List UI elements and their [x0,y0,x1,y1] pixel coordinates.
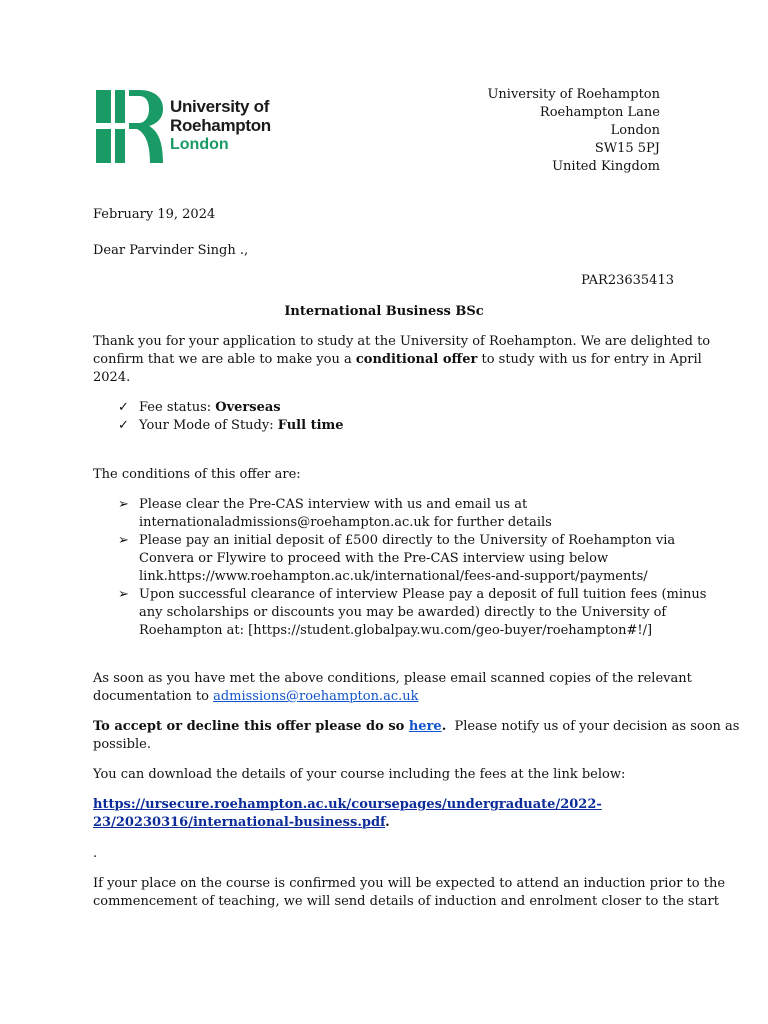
accept-paragraph [93,718,740,754]
met-conditions-line [93,688,678,706]
course-link-suffix: . [385,815,390,830]
course-link-block [93,796,678,832]
letter-date: February 19, 2024 [93,207,216,222]
salutation: Dear Parvinder Singh ., [93,243,249,258]
arrow-bullet-icon: ➢ [118,587,129,602]
course-pdf-link[interactable]: https://ursecure.roehampton.ac.uk/coursepages/undergraduate/2022- [93,797,602,812]
induction-paragraph [93,875,726,911]
checkmark-icon: ✓ [118,400,129,415]
induction-line: If your place on the course is confirmed you will be expected to attend an induction prior to the [93,876,726,891]
course-link-line-1 [93,796,678,814]
accept-line [93,718,740,736]
conditions-heading: The conditions of this offer are: [93,467,301,482]
condition-line: any scholarships or discounts you may be awarded) directly to the University of [139,605,667,620]
course-title: International Business BSc [284,304,484,319]
check-item-value: Overseas [215,400,281,415]
intro-text: confirm that we are able to make you a [93,352,356,367]
condition-line: link.https://www.roehampton.ac.uk/international/fees-and-support/payments/ [139,569,648,584]
logo-line-2: Roehampton [170,116,271,135]
met-conditions-line: As soon as you have met the above conditions, please email scanned copies of the relevant [93,671,692,686]
admissions-email-link[interactable]: admissions@roehampton.ac.uk [213,689,419,704]
address-line: SW15 5PJ [594,141,660,156]
condition-line: Roehampton at: [https://student.globalpay.wu.com/geo-buyer/roehampton#!/] [139,623,653,638]
condition-line: internationaladmissions@roehampton.ac.uk for further details [139,515,552,530]
intro-line-3: 2024. [93,370,131,385]
course-pdf-link[interactable]: 23/20230316/international-business.pdf [93,815,386,830]
check-item-value: Full time [277,418,344,433]
address-line: United Kingdom [552,159,660,174]
address-line: University of Roehampton [487,87,660,102]
address-line: Roehampton Lane [539,105,660,120]
intro-line-1: Thank you for your application to study at the University of Roehampton. We are delighted to [93,334,711,349]
condition-line: Upon successful clearance of interview Please pay a deposit of full tuition fees (minus [139,587,707,602]
roehampton-r-mark-icon [95,88,165,166]
condition-line: Please clear the Pre-CAS interview with us and email us at [139,497,528,512]
met-conditions-text: documentation to [93,689,214,704]
logo-line-3: London [170,136,229,153]
check-item-label: Your Mode of Study: [139,418,278,433]
induction-line: commencement of teaching, we will send details of induction and enrolment closer to the start [93,894,719,909]
arrow-bullet-icon: ➢ [118,533,129,548]
accept-line-2: possible. [93,737,151,752]
check-item-label: Fee status: [139,400,216,415]
accept-bold-end: . [441,719,447,734]
address-line: London [610,123,660,138]
conditional-offer-text: conditional offer [355,352,478,367]
accept-here-link[interactable]: here [408,719,442,734]
condition-line: Please pay an initial deposit of £500 directly to the University of Roehampton via [139,533,676,548]
download-text: You can download the details of your course including the fees at the link below: [93,767,626,782]
sender-address [487,86,660,176]
checkmark-icon: ✓ [118,418,129,433]
condition-line: Convera or Flywire to proceed with the Pre-CAS interview using below [139,551,609,566]
reference-number: PAR23635413 [581,273,674,288]
logo-line-1: University of [170,97,270,116]
university-logo [95,88,275,166]
intro-paragraph [93,333,711,387]
course-link-line-2 [93,814,678,832]
separator-dot: . [93,846,98,861]
intro-line-2 [93,351,702,369]
met-conditions-paragraph [93,670,692,706]
accept-bold-text: To accept or decline this offer please do so [93,719,409,734]
accept-rest-text: Please notify us of your decision as soon as [446,719,740,734]
logo-wordmark [170,97,271,154]
intro-text: to study with us for entry in April [477,352,702,367]
arrow-bullet-icon: ➢ [118,497,129,512]
